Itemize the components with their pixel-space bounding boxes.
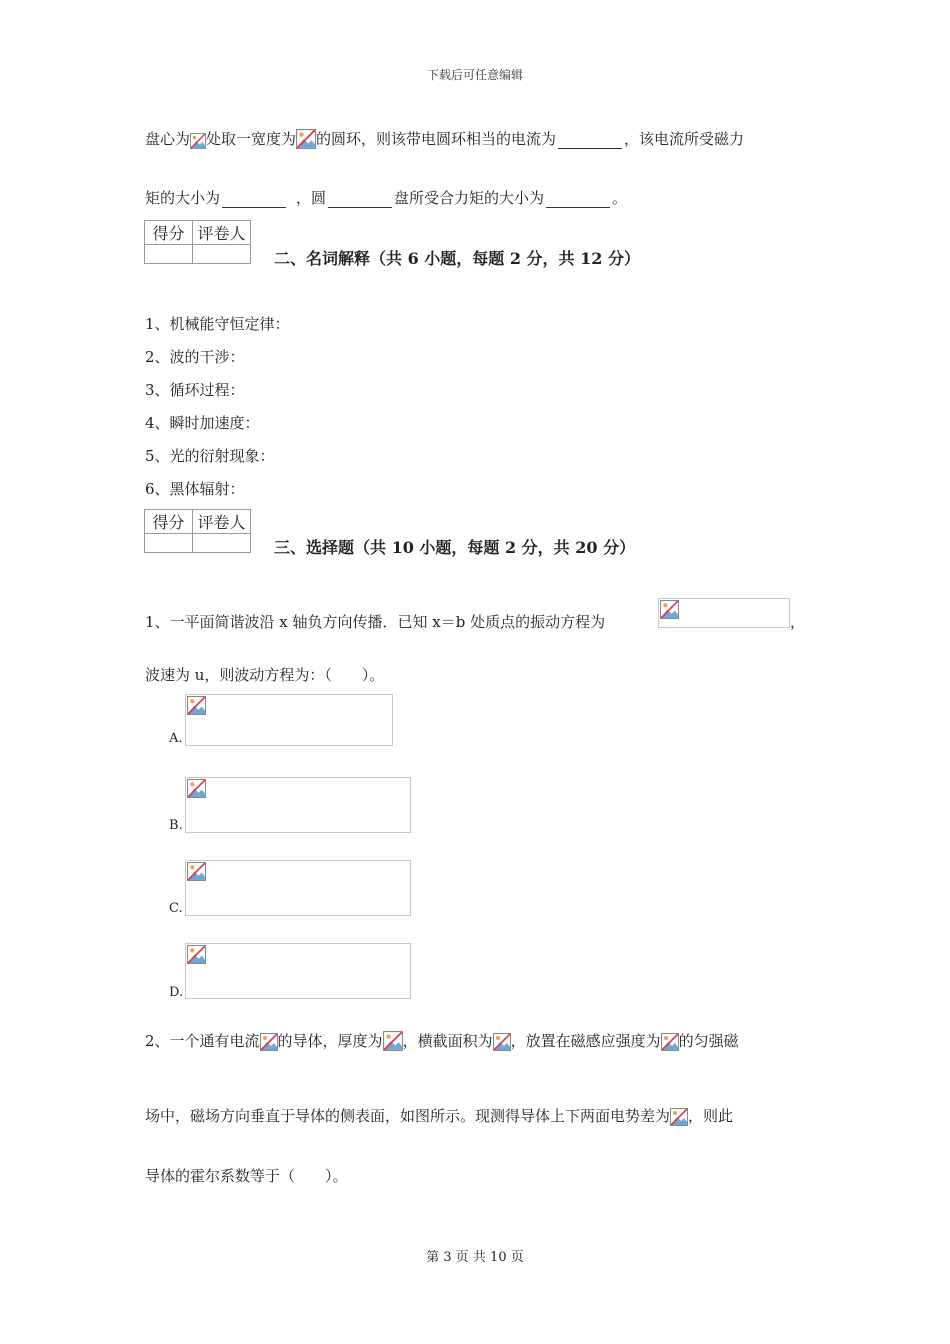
- score-box: [144, 509, 251, 553]
- option-d-image-frame[interactable]: [185, 943, 411, 999]
- option-d-label[interactable]: D.: [169, 985, 184, 1000]
- text-segment: 处取一宽度为: [206, 130, 297, 148]
- question-2-line3: 导体的霍尔系数等于（ ）。: [145, 1167, 348, 1185]
- formula-image-icon: [660, 600, 679, 619]
- question-1-comma: ，: [790, 613, 806, 631]
- answer-blank[interactable]: [558, 134, 622, 149]
- score-cell: [145, 245, 193, 264]
- option-b-image-frame[interactable]: [185, 777, 411, 833]
- option-a-label[interactable]: A.: [169, 731, 183, 746]
- grader-label: 评卷人: [193, 221, 251, 245]
- list-item: 3、循环过程：: [145, 381, 245, 399]
- text-segment: 。: [612, 189, 628, 207]
- text-segment: 1、一平面简谐波沿 x 轴负方向传播．已知 x＝b 处质点的振动方程为: [145, 613, 606, 631]
- answer-blank[interactable]: [328, 193, 392, 208]
- score-label: 得分: [145, 221, 193, 245]
- formula-image-icon: [493, 1033, 511, 1051]
- text-segment: 2、一个通有电流: [145, 1032, 260, 1050]
- grader-cell: [193, 534, 251, 553]
- option-c-label[interactable]: C.: [169, 901, 183, 916]
- text-segment: ，放置在磁感应强度为: [510, 1032, 661, 1050]
- question-1-line2: 波速为 u，则波动方程为：（ ）。: [145, 666, 385, 684]
- question-continuation-line1: [145, 128, 744, 149]
- formula-image-icon: [661, 1033, 679, 1051]
- text-segment: 盘所受合力矩的大小为: [394, 189, 545, 207]
- question-2-line2: [145, 1105, 733, 1126]
- list-item: 1、机械能守恒定律：: [145, 315, 290, 333]
- question-2-line1: [145, 1030, 739, 1051]
- formula-image-icon: [187, 862, 206, 881]
- page-footer: 第 3 页 共 10 页: [426, 1250, 524, 1265]
- text-segment: ，圆: [296, 189, 327, 207]
- formula-image-icon: [670, 1108, 688, 1126]
- score-box: [144, 220, 251, 264]
- section-title-definitions: 二、名词解释（共 6 小题，每题 2 分，共 12 分）: [274, 249, 640, 268]
- text-segment: ，横截面积为: [402, 1032, 493, 1050]
- formula-image-icon: [190, 133, 206, 149]
- answer-blank[interactable]: [546, 193, 610, 208]
- text-segment: 的导体，厚度为: [277, 1032, 383, 1050]
- formula-image-icon: [296, 129, 316, 149]
- text-segment: 的匀强磁: [678, 1032, 739, 1050]
- formula-image-frame: [658, 598, 790, 628]
- list-item: 6、黑体辐射：: [145, 480, 245, 498]
- list-item: 5、光的衍射现象：: [145, 447, 275, 465]
- section-title-choice: 三、选择题（共 10 小题，每题 2 分，共 20 分）: [274, 538, 636, 557]
- text-segment: 的圆环，则该带电圆环相当的电流为: [316, 130, 557, 148]
- score-cell: [145, 534, 193, 553]
- text-segment: ，则此: [688, 1107, 734, 1125]
- option-a-image-frame[interactable]: [185, 694, 393, 746]
- score-label: 得分: [145, 510, 193, 534]
- answer-blank[interactable]: [222, 193, 286, 208]
- question-continuation-line2: [145, 187, 627, 208]
- formula-image-icon: [260, 1033, 278, 1051]
- list-item: 2、波的干涉：: [145, 348, 245, 366]
- formula-image-icon: [187, 779, 206, 798]
- option-c-image-frame[interactable]: [185, 860, 411, 916]
- text-segment: 盘心为: [145, 130, 191, 148]
- option-b-label[interactable]: B.: [169, 818, 183, 833]
- text-segment: 矩的大小为: [145, 189, 221, 207]
- formula-image-icon: [187, 696, 206, 715]
- grader-cell: [193, 245, 251, 264]
- text-segment: 场中，磁场方向垂直于导体的侧表面，如图所示。现测得导体上下两面电势差为: [145, 1107, 671, 1125]
- text-segment: ，该电流所受磁力: [624, 130, 745, 148]
- page-header: 下载后可任意编辑: [426, 68, 523, 82]
- grader-label: 评卷人: [193, 510, 251, 534]
- question-1-line1: [145, 611, 605, 632]
- formula-image-icon: [187, 945, 206, 964]
- formula-image-icon: [383, 1031, 403, 1051]
- list-item: 4、瞬时加速度：: [145, 414, 260, 432]
